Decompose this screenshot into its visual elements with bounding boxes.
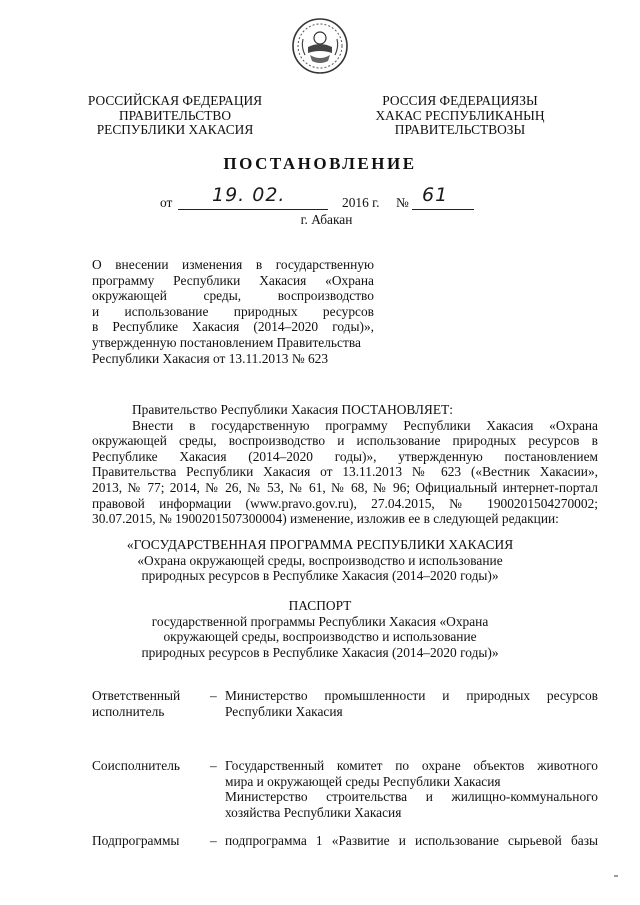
decree-body bbox=[92, 402, 598, 527]
value-line: подпрограмма 1 «Развитие и использование сырьевой базы bbox=[225, 833, 598, 848]
number-underline bbox=[412, 209, 474, 210]
decree-line: 30.07.2015, № 1900201507300004) изменение, изложив ее в следующей редакции: bbox=[92, 511, 559, 527]
passport-row-dash: – bbox=[210, 758, 217, 773]
program-heading bbox=[0, 537, 640, 584]
date-year: 2016 г. bbox=[342, 195, 380, 210]
subject-line: окружающей среды, воспроизводство bbox=[92, 288, 374, 304]
subject-line: утвержденную постановлением Правительства bbox=[92, 334, 361, 350]
decree-line: Правительства Республики Хакасия от 13.11.2013 № 623 («Вестник Хакасии», bbox=[92, 464, 598, 480]
decree-line: Внести в государственную программу Республики Хакасия «Охрана bbox=[132, 417, 598, 433]
program-heading-line: природных ресурсов в Республике Хакасия (2014–2020 годы)» bbox=[141, 568, 499, 584]
label-line: Ответственный bbox=[92, 688, 181, 703]
header-right-line: РОССИЯ ФЕДЕРАЦИЯЗЫ bbox=[382, 93, 538, 108]
subject-block bbox=[92, 257, 374, 366]
header-right bbox=[360, 94, 560, 138]
subject-line: программу Республики Хакасия «Охрана bbox=[92, 272, 374, 288]
value-line: мира и окружающей среды Республики Хакасия bbox=[225, 773, 501, 789]
header-right-line: ПРАВИТЕЛЬСТВОЗЫ bbox=[394, 122, 526, 137]
number-handwritten: 61 bbox=[422, 184, 449, 206]
passport-row-label bbox=[92, 833, 202, 849]
passport-subtitle-line: природных ресурсов в Республике Хакасия (2014–2020 годы)» bbox=[141, 644, 499, 660]
header-left-line: ПРАВИТЕЛЬСТВО bbox=[118, 107, 231, 123]
header-right-line: ХАКАС РЕСПУБЛИКАНЫҢ bbox=[375, 107, 545, 123]
passport-row-value bbox=[225, 833, 598, 849]
decree-line: Республике Хакасия (2014–2020 годы)», утвержденную постановлением bbox=[92, 448, 598, 464]
value-line: Министерство строительства и жилищно-коммунального bbox=[225, 789, 598, 805]
value-line: Республики Хакасия bbox=[225, 703, 343, 719]
passport-row-dash: – bbox=[210, 688, 217, 703]
subject-line: Республики Хакасия от 13.11.2013 № 623 bbox=[92, 350, 329, 366]
decree-line: правовой информации (www.pravo.gov.ru), 27.04.2015, № 1900201504270002; bbox=[92, 495, 598, 511]
date-underline bbox=[178, 209, 328, 210]
value-line: хозяйства Республики Хакасия bbox=[225, 804, 402, 820]
passport-row-label bbox=[92, 758, 202, 774]
passport-subtitle-line: государственной программы Республики Хакасия «Охрана bbox=[151, 613, 489, 629]
coat-of-arms-emblem bbox=[291, 17, 349, 75]
city: г. Абакан bbox=[300, 212, 353, 227]
subject-line: в Республике Хакасия (2014–2020 годы)», bbox=[92, 319, 374, 335]
program-heading-line: «ГОСУДАРСТВЕННАЯ ПРОГРАММА РЕСПУБЛИКИ ХАКАСИЯ bbox=[126, 537, 514, 552]
number-sign: № bbox=[396, 195, 409, 210]
label-line: Соисполнитель bbox=[92, 758, 181, 773]
header-left-line: РЕСПУБЛИКИ ХАКАСИЯ bbox=[96, 122, 254, 137]
label-line: Подпрограммы bbox=[92, 833, 180, 848]
passport-subtitle-line: окружающей среды, воспроизводство и использование bbox=[163, 629, 477, 645]
city-line bbox=[0, 212, 640, 228]
date-handwritten: 19. 02. bbox=[212, 184, 286, 206]
passport-row-value bbox=[225, 688, 598, 719]
label-line: исполнитель bbox=[92, 703, 165, 719]
value-line: Министерство промышленности и природных ресурсов bbox=[225, 688, 598, 703]
decree-line: окружающей среды, воспроизводство и использование природных ресурсов в bbox=[92, 433, 598, 449]
value-line: Государственный комитет по охране объектов животного bbox=[225, 758, 598, 773]
scan-mark bbox=[614, 875, 618, 877]
passport-title: ПАСПОРТ bbox=[288, 598, 352, 613]
decree-intro: Правительство Республики Хакасия ПОСТАНОВЛЯЕТ: bbox=[132, 402, 453, 417]
date-prefix: от bbox=[160, 195, 173, 210]
passport-row-value bbox=[225, 758, 598, 820]
subject-line: и использование природных ресурсов bbox=[92, 303, 374, 319]
document-title: ПОСТАНОВЛЕНИЕ bbox=[223, 154, 417, 173]
coat-of-arms-icon bbox=[291, 17, 349, 75]
decree-line: 2013, № 77; 2014, № 26, № 53, № 61, № 68, № 96; Официальный интернет-портал bbox=[92, 479, 598, 495]
passport-row-label bbox=[92, 688, 202, 719]
program-heading-line: «Охрана окружающей среды, воспроизводство и использование bbox=[137, 552, 503, 568]
header-left-line: РОССИЙСКАЯ ФЕДЕРАЦИЯ bbox=[87, 93, 263, 108]
passport-heading bbox=[0, 598, 640, 660]
subject-line: О внесении изменения в государственную bbox=[92, 257, 374, 272]
passport-row-dash: – bbox=[210, 833, 217, 848]
header-left bbox=[75, 94, 275, 138]
